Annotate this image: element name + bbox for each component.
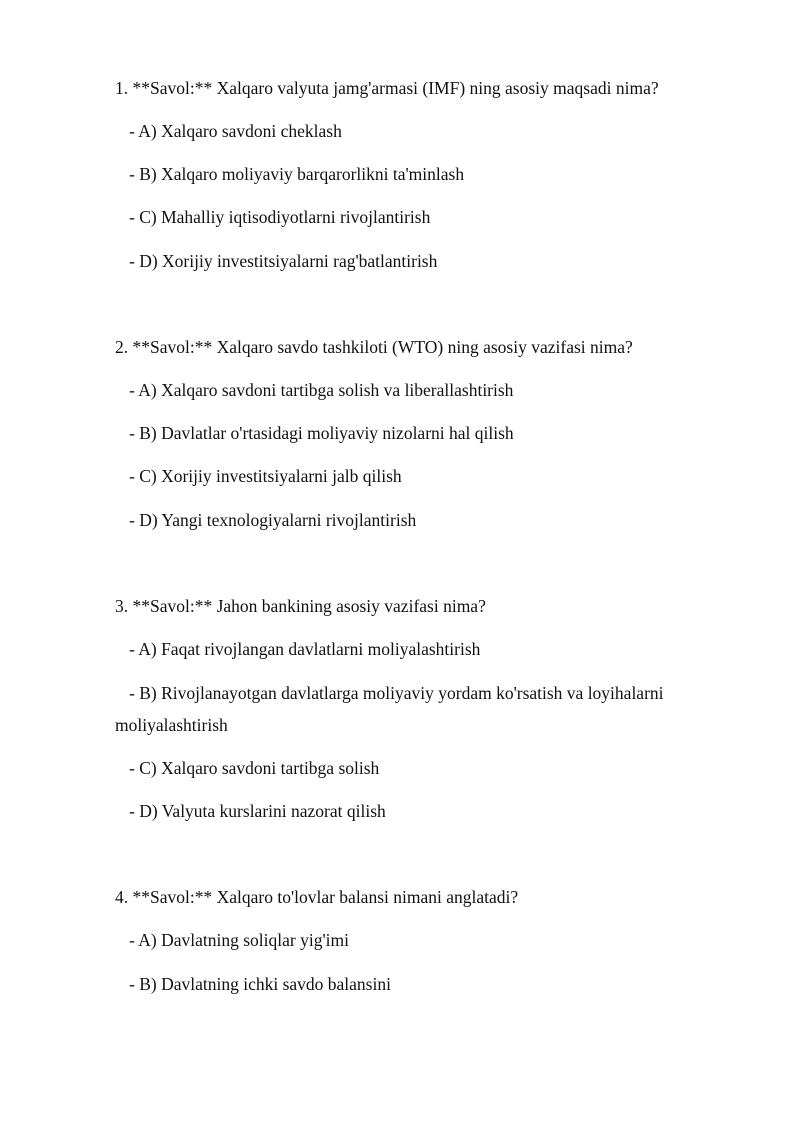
question-number: 3. [115, 596, 129, 616]
question-text: **Savol:** Jahon bankining asosiy vazifasi nima? [132, 596, 486, 616]
question-3 [115, 594, 715, 618]
option-1d: - D) Xorijiy investitsiyalarni rag'batlantirish [129, 251, 438, 271]
option-3c: - C) Xalqaro savdoni tartibga solish [129, 758, 380, 778]
question-number: 2. [115, 337, 129, 357]
question-1 [115, 76, 715, 100]
question-number: 1. [115, 78, 129, 98]
option-4a: - A) Davlatning soliqlar yig'imi [129, 930, 349, 950]
option-3b-text: - B) Rivojlanayotgan davlatlarga moliyaviy yordam ko'rsatish va loyihalarni moliyalashtirish [115, 683, 664, 735]
option-1b: - B) Xalqaro moliyaviy barqarorlikni ta'minlash [129, 164, 465, 184]
question-2 [115, 335, 715, 359]
question-4 [115, 885, 715, 909]
option-1c: - C) Mahalliy iqtisodiyotlarni rivojlantirish [129, 207, 431, 227]
question-3-title [115, 594, 715, 618]
option-2b: - B) Davlatlar o'rtasidagi moliyaviy nizolarni hal qilish [129, 423, 514, 443]
question-number: 4. [115, 887, 129, 907]
question-1-title [115, 76, 715, 100]
option-4b: - B) Davlatning ichki savdo balansini [129, 974, 391, 994]
option-3a: - A) Faqat rivojlangan davlatlarni moliyalashtirish [129, 639, 481, 659]
question-text: **Savol:** Xalqaro valyuta jamg'armasi (IMF) ning asosiy maqsadi nima? [132, 78, 659, 98]
question-2-title [115, 335, 715, 359]
question-4-title [115, 885, 715, 909]
option-3d: - D) Valyuta kurslarini nazorat qilish [129, 801, 386, 821]
question-text: **Savol:** Xalqaro savdo tashkiloti (WTO) ning asosiy vazifasi nima? [132, 337, 633, 357]
option-2d: - D) Yangi texnologiyalarni rivojlantirish [129, 510, 417, 530]
option-2a: - A) Xalqaro savdoni tartibga solish va liberallashtirish [129, 380, 514, 400]
option-3b [115, 677, 725, 741]
option-1a: - A) Xalqaro savdoni cheklash [129, 121, 342, 141]
option-2c: - C) Xorijiy investitsiyalarni jalb qilish [129, 466, 402, 486]
question-text: **Savol:** Xalqaro to'lovlar balansi nimani anglatadi? [132, 887, 519, 907]
